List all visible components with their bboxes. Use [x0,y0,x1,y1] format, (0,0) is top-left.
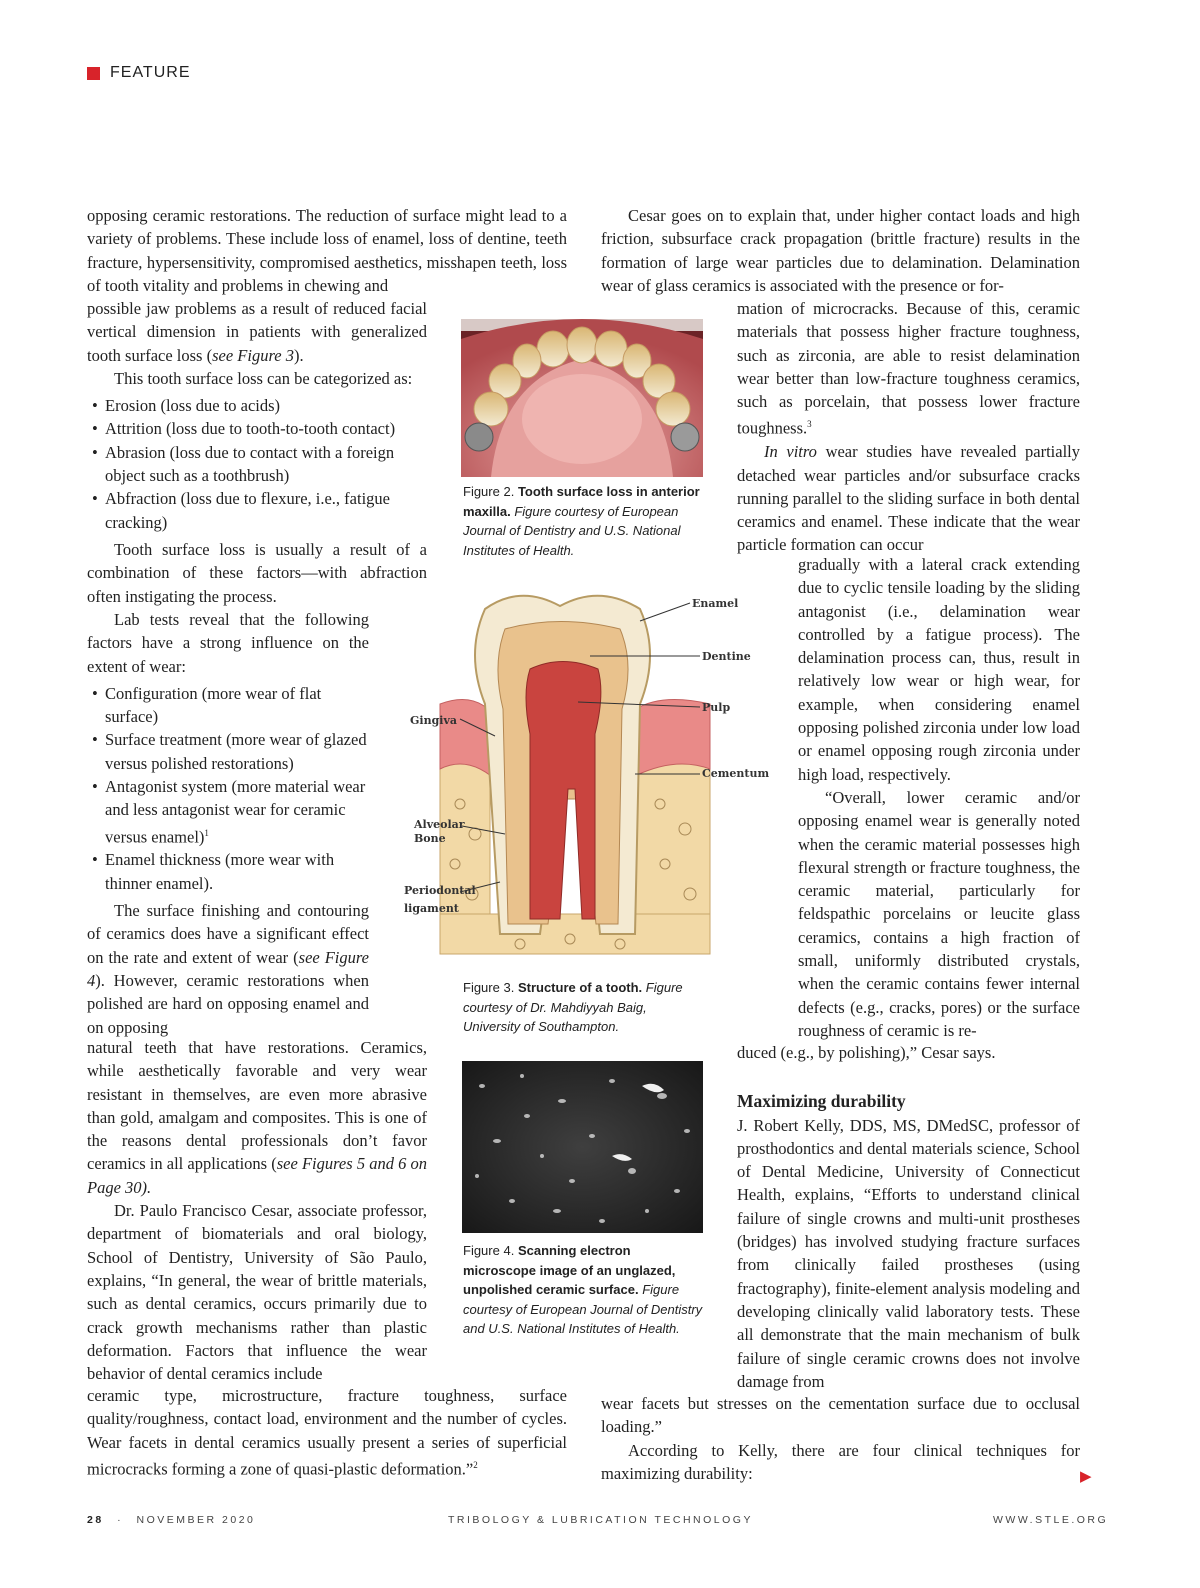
section-marker-icon [87,67,100,80]
label-bone: Bone [414,832,446,845]
left-paragraph-2: This tooth surface loss can be categorized as: [114,368,413,388]
figure-2-caption [463,482,703,560]
list-item: • Configuration (more wear of flat surface) [105,682,369,729]
figure-3-caption [463,978,705,1037]
left-paragraph-1b: possible jaw problems as a result of reduced facial vertical dimension in patients with generalized tooth surface loss (see Figure 3). [87,299,427,365]
left-col-top [87,204,567,297]
figure-3-credit: Figure courtesy of Dr. Mahdiyyah Baig, University of Southampton. [463,980,683,1034]
subheading-maximizing: Maximizing durability [737,1091,906,1112]
figure-3-title: Structure of a tooth. [517,980,643,995]
label-enamel: Enamel [692,597,739,610]
left-paragraph-5: The surface finishing and contouring of ceramics does have a significant effect on the rate and extent of wear (see Figure 4). However, ceramic restorations when polished are hard on opposing enamel and on opposing [87,901,369,1037]
list-item: • Attrition (loss due to tooth-to-tooth contact) [105,417,427,440]
figure-4-number: Figure 4. [463,1243,515,1258]
right-paragraph-1: Cesar goes on to explain that, under higher contact loads and high friction, subsurface crack propagation (brittle fracture) results in the formation of large wear particles due to delamination. Delamination wear of glass ceramics is associated with the presence or for- [601,206,1080,295]
right-paragraph-2: In vitro wear studies have revealed partially detached wear particles and/or subsurface cracks running parallel to the sliding surface in both dental ceramics and enamel. These indicate that the wear particle formation can occur [737,442,1081,555]
list-item: • Abrasion (loss due to contact with a foreign object such as a toothbrush) [105,441,427,488]
right-paragraph-2b: gradually with a lateral crack extending due to cyclic tensile loading by the sliding antagonist (i.e., delamination wear controlled by a fatigue process). The delamination process can, thus, result in relatively low wear or high wear, for example, when considering enamel opposing polished zirconia under low load or enamel opposing rough zirconia under high load, respectively. [798,555,1080,784]
right-paragraph-5: According to Kelly, there are four clinical techniques for maximizing durability: [601,1440,1080,1483]
list-item: • Surface treatment (more wear of glazed versus polished restorations) [105,728,369,775]
right-paragraph-3b: duced (e.g., by polishing),” Cesar says. [737,1043,996,1062]
right-paragraph-4: J. Robert Kelly, DDS, MS, DMedSC, professor of prosthodontics and dental materials science, School of Dental Medicine, University of Connecticut Health, explains, “Efforts to understand clinical failure of single crowns and multi-unit prostheses (bridges) has involved studying fracture surfaces from clinically failed prostheses (using fractography), finite-element analysis modeling and developing clinically valid laboratory tests. These all demonstrate that the main mechanism of bulk failure of single ceramic crowns does not involve damage from [737,1115,1080,1391]
footer-left [87,1514,255,1526]
label-ligament: ligament [404,902,459,915]
section-header [87,64,190,82]
footer-separator: · [117,1514,124,1526]
right-col-lower [798,553,1080,1042]
page-number: 28 [87,1514,104,1526]
right-paragraph-3: “Overall, lower ceramic and/or opposing enamel wear is generally noted when the ceramic material possesses high flexural strength or fracture toughness, the ceramic material, particularly for feldspathic porcelains or leucite glass ceramics, contains a high fraction of small, uniformly distributed crystals, when the ceramic contains fewer internal defects (e.g., cracks, pores) or the surface roughness of ceramic is re- [798,787,1080,1040]
right-paragraph-1b: mation of microcracks. Because of this, ceramic materials that possess higher fracture toughness, such as zirconia, are able to resist delamination wear better than low-fracture toughness ceramics, such as porcelain, that possess lower fracture toughness.$^3$ [737,299,1080,438]
figure-4-credit: Figure courtesy of European Journal of Dentistry and U.S. National Institutes of Health. [463,1282,703,1336]
left-paragraph-3: Tooth surface loss is usually a result of a combination of these factors—with abfraction often instigating the process. [87,539,427,606]
list-item: • Abfraction (loss due to flexure, i.e., fatigue cracking) [105,487,427,534]
figure-3-diagram [400,584,770,970]
left-paragraph-5c: natural teeth that have restorations. Ceramics, while aesthetically favorable and very wear resistant in themselves, are even more abrasive than gold, amalgam and composites. This is one of the reasons dental professionals don’t favor ceramics in all applications (see Figures 5 and 6 on Page 30). [87,1038,427,1197]
left-col-bottom [87,1036,427,1385]
erosion-list [87,394,427,534]
label-dentine: Dentine [702,650,751,663]
label-pulp: Pulp [702,701,731,714]
right-col-mid [737,297,1080,557]
left-paragraph-4: Lab tests reveal that the following factors have a strong influence on the extent of wear: [87,610,369,676]
left-col-lower [87,608,369,1039]
figure-3-number: Figure 3. [463,980,515,995]
figure-4-title: Scanning electron microscope image of an unglazed, unpolished ceramic surface. [463,1243,676,1297]
figure-2-number: Figure 2. [463,484,515,499]
figure-2-credit: Figure courtesy of European Journal of Dentistry and U.S. National Institutes of Health. [463,503,681,558]
label-periodontal: Periodontal [404,884,476,897]
magazine-title: TRIBOLOGY & LUBRICATION TECHNOLOGY [448,1514,753,1526]
right-col-top [601,204,1080,297]
left-col-end [87,1384,567,1481]
left-paragraph-6b: ceramic type, microstructure, fracture toughness, surface quality/roughness, contact load, environment and the number of cycles. Wear facets in dental ceramics usually present a series of superficial microcracks forming a zone of quasi-plastic deformation.”$^2$ [87,1386,567,1479]
website-url: WWW.STLE.ORG [993,1514,1109,1526]
section-label: FEATURE [110,64,191,81]
list-item: • Enamel thickness (more wear with thinner enamel). [105,848,369,895]
figure-4-caption [463,1241,705,1339]
left-paragraph-1: opposing ceramic restorations. The reduction of surface might lead to a variety of problems. These include loss of enamel, loss of dentine, teeth fracture, hypersensitivity, compromised aesthetics, misshapen teeth, loss of tooth vitality and problems in chewing and [87,206,567,295]
issue-date: NOVEMBER 2020 [136,1514,256,1526]
left-col-mid [87,297,427,608]
factors-list [87,682,369,895]
list-item: • Antagonist system (more material wear and less antagonist wear for ceramic versus enamel)$^1$ [105,775,369,848]
right-col-end [601,1392,1080,1485]
right-paragraph-4b: wear facets but stresses on the cementation surface due to occlusal loading.” [601,1394,1080,1437]
label-cementum: Cementum [702,767,770,780]
figure-2-title: Tooth surface loss in anterior maxilla. [463,484,700,519]
list-item: • Erosion (loss due to acids) [105,394,427,417]
left-paragraph-6: Dr. Paulo Francisco Cesar, associate professor, department of biomaterials and oral biology, School of Dentistry, University of São Paulo, explains, “In general, the wear of brittle materials, such as dental ceramics, occurs primarily due to crack growth mechanisms rather than plastic deformation. Factors that influence the wear behavior of dental ceramics include [87,1201,427,1384]
figure-2-image [461,319,703,477]
continue-arrow-icon: ▶ [1080,1467,1092,1485]
label-gingiva: Gingiva [410,714,457,727]
right-col-bottom [737,1041,1080,1393]
label-alveolar: Alveolar [414,818,465,831]
figure-4-image [462,1061,703,1233]
